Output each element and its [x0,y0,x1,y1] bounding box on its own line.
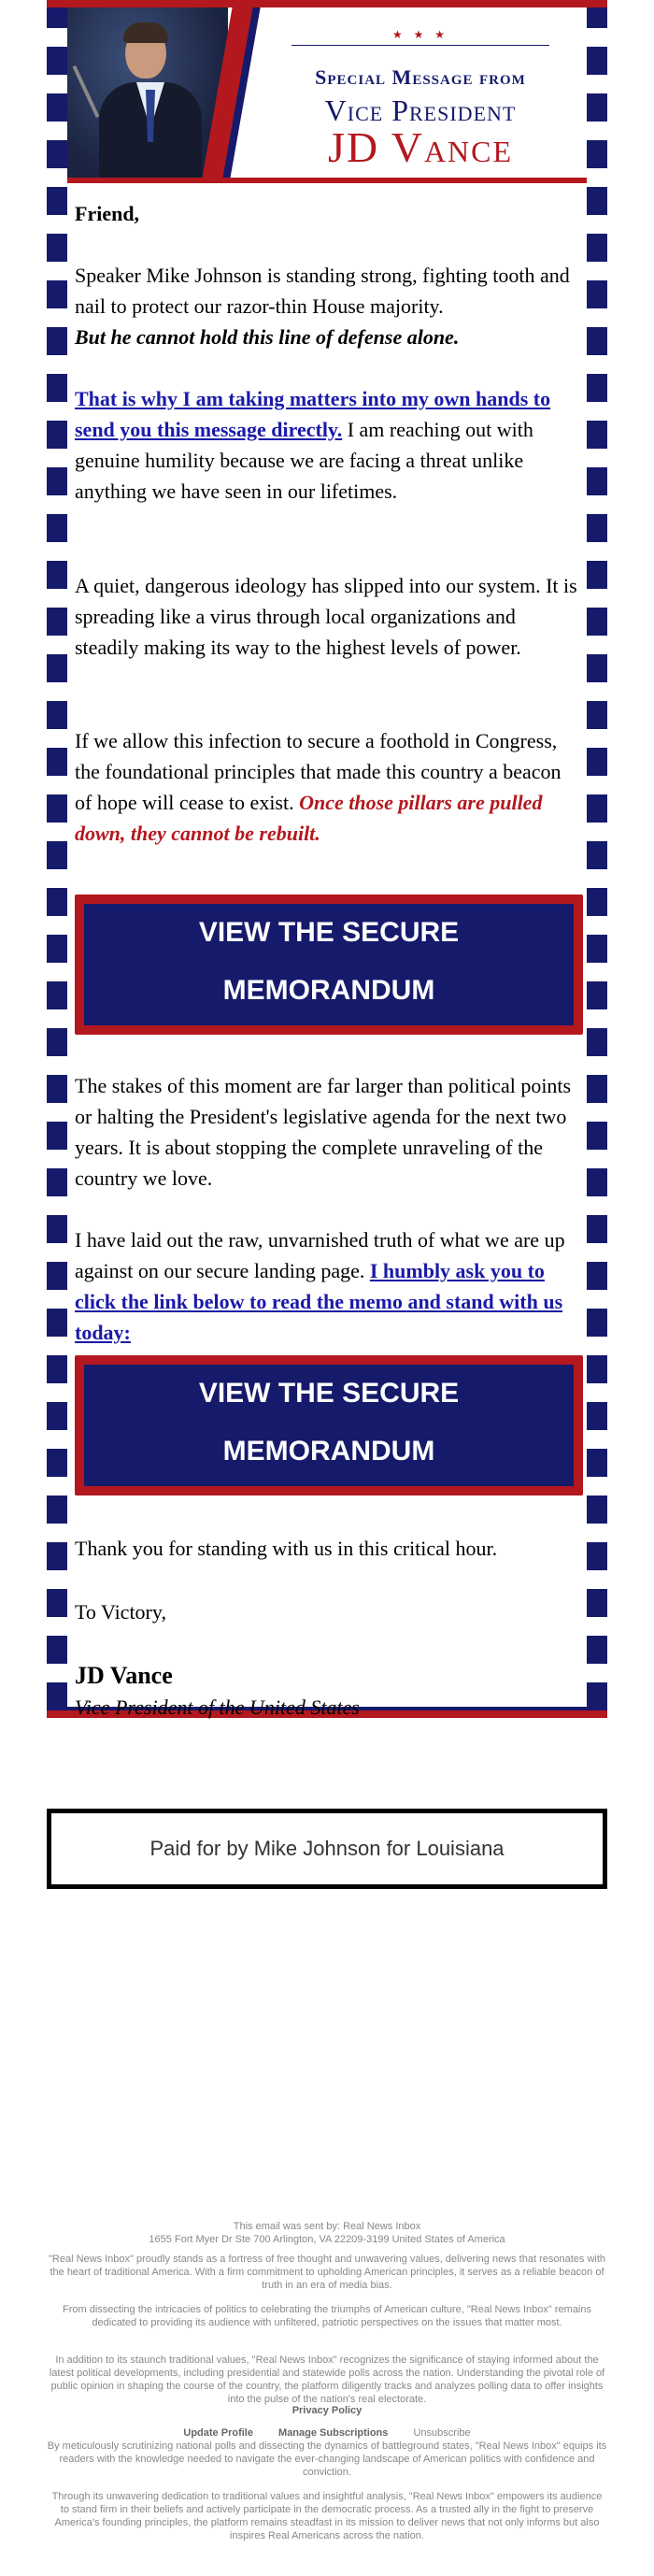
paragraph-1-text: Speaker Mike Johnson is standing strong, fighting tooth and nail to protect our razor-thin House majority. [75,264,570,318]
signature-title: Vice President of the United States [75,1696,360,1719]
update-profile-link[interactable]: Update Profile [183,2427,253,2439]
footer-sent-by: This email was sent by: Real News Inbox [233,2221,421,2232]
view-memorandum-button-2[interactable] [75,1355,583,1496]
paid-for-disclaimer: Paid for by Mike Johnson for Louisiana [47,1809,607,1889]
sign-off: To Victory, [75,1600,166,1624]
banner-bottom-bar [67,178,587,183]
header-banner [67,7,587,183]
paragraph-1 [75,260,579,352]
paragraph-6 [75,1224,579,1348]
inline-link-1[interactable]: That is why I am taking matters into my own hands to send you this message directly. [75,387,551,441]
paragraph-1-emphasis: But he cannot hold this line of defense alone. [75,325,460,349]
banner-line-2: Vice President [324,93,517,127]
banner-line-1: Special Message from [315,65,526,89]
cta-2-label[interactable] [84,1365,574,1486]
cta-1-line-1: VIEW THE SECURE [198,917,460,948]
stars-icon: ★ ★ ★ [392,28,448,41]
paragraph-6-text: I have laid out the raw, unvarnished truth of what we are up against on our secure landing page. [75,1228,565,1282]
paragraph-3: A quiet, dangerous ideology has slipped into our system. It is spreading like a virus through local organizations and steadily making its way to the highest levels of power. [75,574,577,659]
paragraph-4 [75,725,579,849]
paragraph-4-text: If we allow this infection to secure a foothold in Congress, the foundational principles that made this country a beacon of hope will cease to exist. [75,729,562,814]
footer-paragraph-5: Through its unwavering dedication to traditional values and insightful analysis, "Real News Inbox" empowers its audience to stand firm in their beliefs and actively participate in the democratic process. As a trusted ally in the fight to preserve America's founding principles, the platform remains steadfast in its mission to deliver news that not only informs but also inspires Real Americans across the nation. [51,2491,603,2541]
paragraph-2-text: I am reaching out with genuine humility because we are facing a threat unlike anything we have seen in our lifetimes. [75,418,533,503]
paragraph-7: Thank you for standing with us in this critical hour. [75,1537,498,1560]
signature-name: JD Vance [75,1662,173,1689]
footer-paragraph-2: From dissecting the intricacies of politics to celebrating the triumphs of American culture, "Real News Inbox" remains dedicated to providing its audience with unfiltered, patriotic perspectives on the issues that matter most. [63,2304,591,2328]
paragraph-2 [75,383,579,507]
footer-paragraph-4: By meticulously scrutinizing national polls and dissecting the dynamics of battleground states, "Real News Inbox" equips its readers with the knowledge needed to navigate the ever-changing landscape of American politics with confidence and conviction. [47,2440,607,2478]
greeting: Friend, [75,202,140,225]
inline-link-2[interactable]: I humbly ask you to click the link below to read the memo and stand with us today: [75,1259,563,1344]
cta-1-line-2: MEMORANDUM [222,975,435,1006]
speaker-photo [67,7,228,183]
footer-paragraph-1: "Real News Inbox" proudly stands as a fortress of free thought and unwavering values, delivering news that resonates with the heart of traditional America. With a firm commitment to upholding American principles, it serves as a reliable beacon of truth in an era of media bias. [48,2254,606,2291]
unsubscribe-link[interactable]: Unsubscribe [413,2427,471,2439]
banner-rule [291,45,549,46]
paragraph-5: The stakes of this moment are far larger than political points or halting the President's legislative agenda for the next two years. It is about stopping the complete unraveling of the country we love. [75,1074,572,1190]
banner-line-3: JD Vance [327,123,514,171]
footer-paragraph-3: In addition to its staunch traditional values, "Real News Inbox" recognizes the significance of staying informed about the latest political developments, including presidential and statewide polls across the nation. Understanding the pivotal role of public opinion in shaping the course of the country, the platform diligently tracks and analyzes polling data to offer insights into the pulse of the nation's real electorate. [49,2354,605,2405]
footer-address: 1655 Fort Myer Dr Ste 700 Arlington, VA 22209-3199 United States of America [149,2234,505,2245]
card-top-bar [47,0,607,7]
cta-1-label[interactable] [84,904,574,1025]
paragraph-4-emphasis: Once those pillars are pulled down, they cannot be rebuilt. [75,791,543,845]
view-memorandum-button-1[interactable] [75,894,583,1035]
microphone-icon [73,65,100,118]
footer-links [47,2426,607,2440]
cta-2-line-1: VIEW THE SECURE [198,1378,460,1409]
left-stripe-border [47,0,67,1718]
privacy-policy-link[interactable]: Privacy Policy [291,2405,363,2416]
cta-2-line-2: MEMORANDUM [222,1436,435,1467]
manage-subscriptions-link[interactable]: Manage Subscriptions [278,2427,389,2439]
right-stripe-border [587,0,607,1718]
banner-title [254,7,587,183]
